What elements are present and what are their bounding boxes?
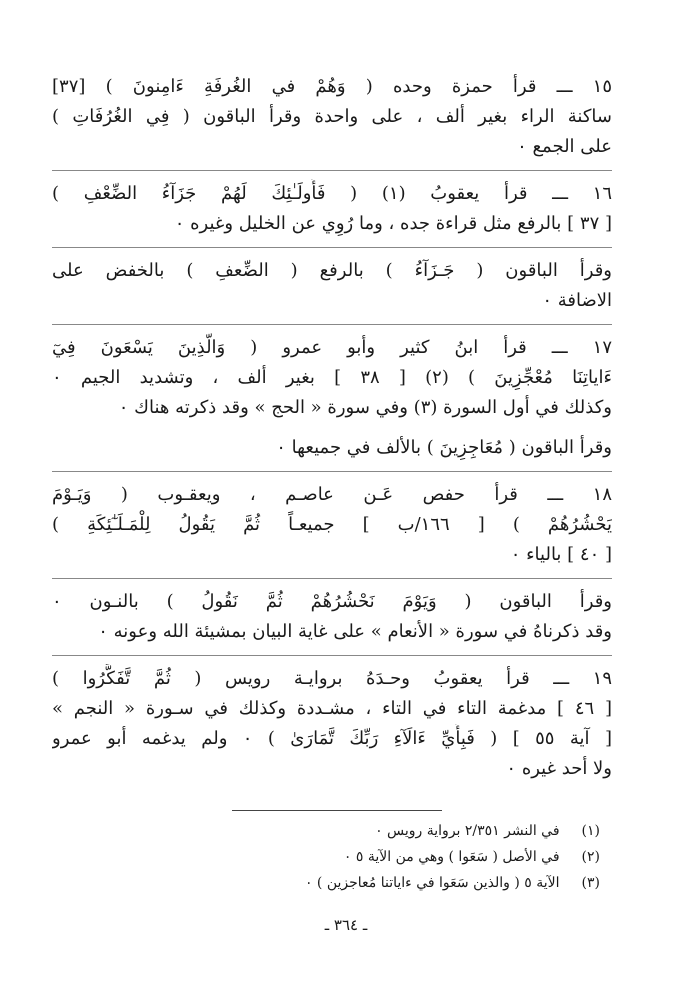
- paragraph-17: [52, 333, 612, 423]
- text-line: وقرأ الباقون ( مُعَاجِزِينَ ) بالألف في جميعها ٠: [276, 437, 612, 458]
- footnote-item: [240, 844, 600, 870]
- footnote-text: الآية ٥ ( والذين سَعَوا في ءاياتنا مُعاجزين ) ٠: [304, 875, 560, 891]
- text-line: وكذلك في أول السورة (٣) وفي سورة « الحج » وقد ذكرته هناك ٠: [118, 397, 612, 418]
- text-line: يَحْشُرُهُمْ ) [ ١٦٦/ب ] جميعـاً ثُمَّ يَقُولُ لِلْمَـلَـٰٓئِكَةِ ): [52, 514, 612, 535]
- spacer: [52, 423, 612, 433]
- paragraph-19: [52, 664, 612, 784]
- page-body: [52, 72, 612, 784]
- paragraph-15: [52, 72, 612, 162]
- section-divider: [52, 324, 612, 325]
- text-line: [ ٣٧ ] بالرفع مثل قراءة جده ، وما رُوِي عن الخليل وغيره ٠: [174, 213, 612, 234]
- footnote-number: (١): [581, 823, 600, 839]
- section-divider: [52, 655, 612, 656]
- footnote-text: في النشر ٢/٣٥١ برواية رويس ٠: [375, 823, 560, 839]
- section-divider: [52, 471, 612, 472]
- text-line: على الجمع ٠: [517, 136, 612, 157]
- text-line: ١٩ ـــ قرأ يعقوبُ وحـدَهُ بروايـة رويس ( ثُمَّ تَّفَكَّرُوا ): [52, 668, 612, 689]
- paragraph-18: [52, 480, 612, 570]
- text-line: وقرأ الباقون ( وَيَوْمَ نَحْشُرُهُمْ ثُمَّ نَقُولُ ) بالنـون ٠: [52, 591, 612, 612]
- section-divider: [52, 170, 612, 171]
- footnote-text: في الأصل ( سَعَوا ) وهي من الآية ٥ ٠: [343, 849, 560, 865]
- paragraph-16b: [52, 256, 612, 316]
- paragraph-16: [52, 179, 612, 239]
- footnote-separator: [232, 810, 442, 811]
- text-line: ١٥ ـــ قرأ حمزة وحده ( وَهُمْ في الغُرفَةِ ءَامِنونَ ) [٣٧]: [52, 76, 612, 97]
- footnote-number: (٣): [581, 875, 600, 891]
- text-line: الاضافة ٠: [542, 290, 612, 311]
- text-line: وقد ذكرناهُ في سورة « الأنعام » على غاية البيان بمشيئة الله وعونه ٠: [98, 621, 612, 642]
- footnote-item: [240, 818, 600, 844]
- paragraph-18b: [52, 587, 612, 647]
- section-divider: [52, 578, 612, 579]
- text-line: ولا أحد غيره ٠: [506, 758, 612, 779]
- text-line: ١٦ ـــ قرأ يعقوبُ (١) ( فَأُولَـٰئِكَ لَهُمْ جَزَآءُ الضِّعْفِ ): [52, 183, 612, 204]
- text-line: [ آية ٥٥ ] ( فَبِأَيِّ ءَالَآءِ رَبِّكَ تَّمَارَىٰ ) ٠ ولم يدغمه أبو عمرو: [52, 728, 612, 749]
- section-divider: [52, 247, 612, 248]
- text-line: ١٨ ـــ قرأ حفص عَـن عاصـم ، ويعقـوب ( وَيَـوْمَ: [52, 484, 612, 505]
- footnote-number: (٢): [581, 849, 600, 865]
- footnote-item: [240, 870, 600, 896]
- text-line: ساكنة الراء بغير ألف ، على واحدة وقرأ الباقون ( فِي الغُرُفَاتِ ): [52, 106, 612, 127]
- text-line: ١٧ ـــ قرأ ابنُ كثير وأبو عمرو ( وَالَّذِينَ يَسْعَونَ فِيٓ: [52, 337, 612, 358]
- page-number: ـ ٣٦٤ ـ: [324, 916, 368, 934]
- text-line: ءَاياتِنَا مُعْجِّزِينَ ) (٢) [ ٣٨ ] بغير ألف ، وتشديد الجيم ٠: [52, 367, 612, 388]
- text-line: [ ٤٦ ] مدغمة التاء في التاء ، مشـددة وكذلك في سـورة « النجم »: [52, 698, 612, 719]
- paragraph-17b: [52, 433, 612, 463]
- footnotes: [240, 818, 600, 896]
- text-line: وقرأ الباقون ( جَـزَآءُ ) بالرفع ( الضِّعفِ ) بالخفض على: [52, 260, 612, 281]
- text-line: [ ٤٠ ] بالياء ٠: [510, 544, 612, 565]
